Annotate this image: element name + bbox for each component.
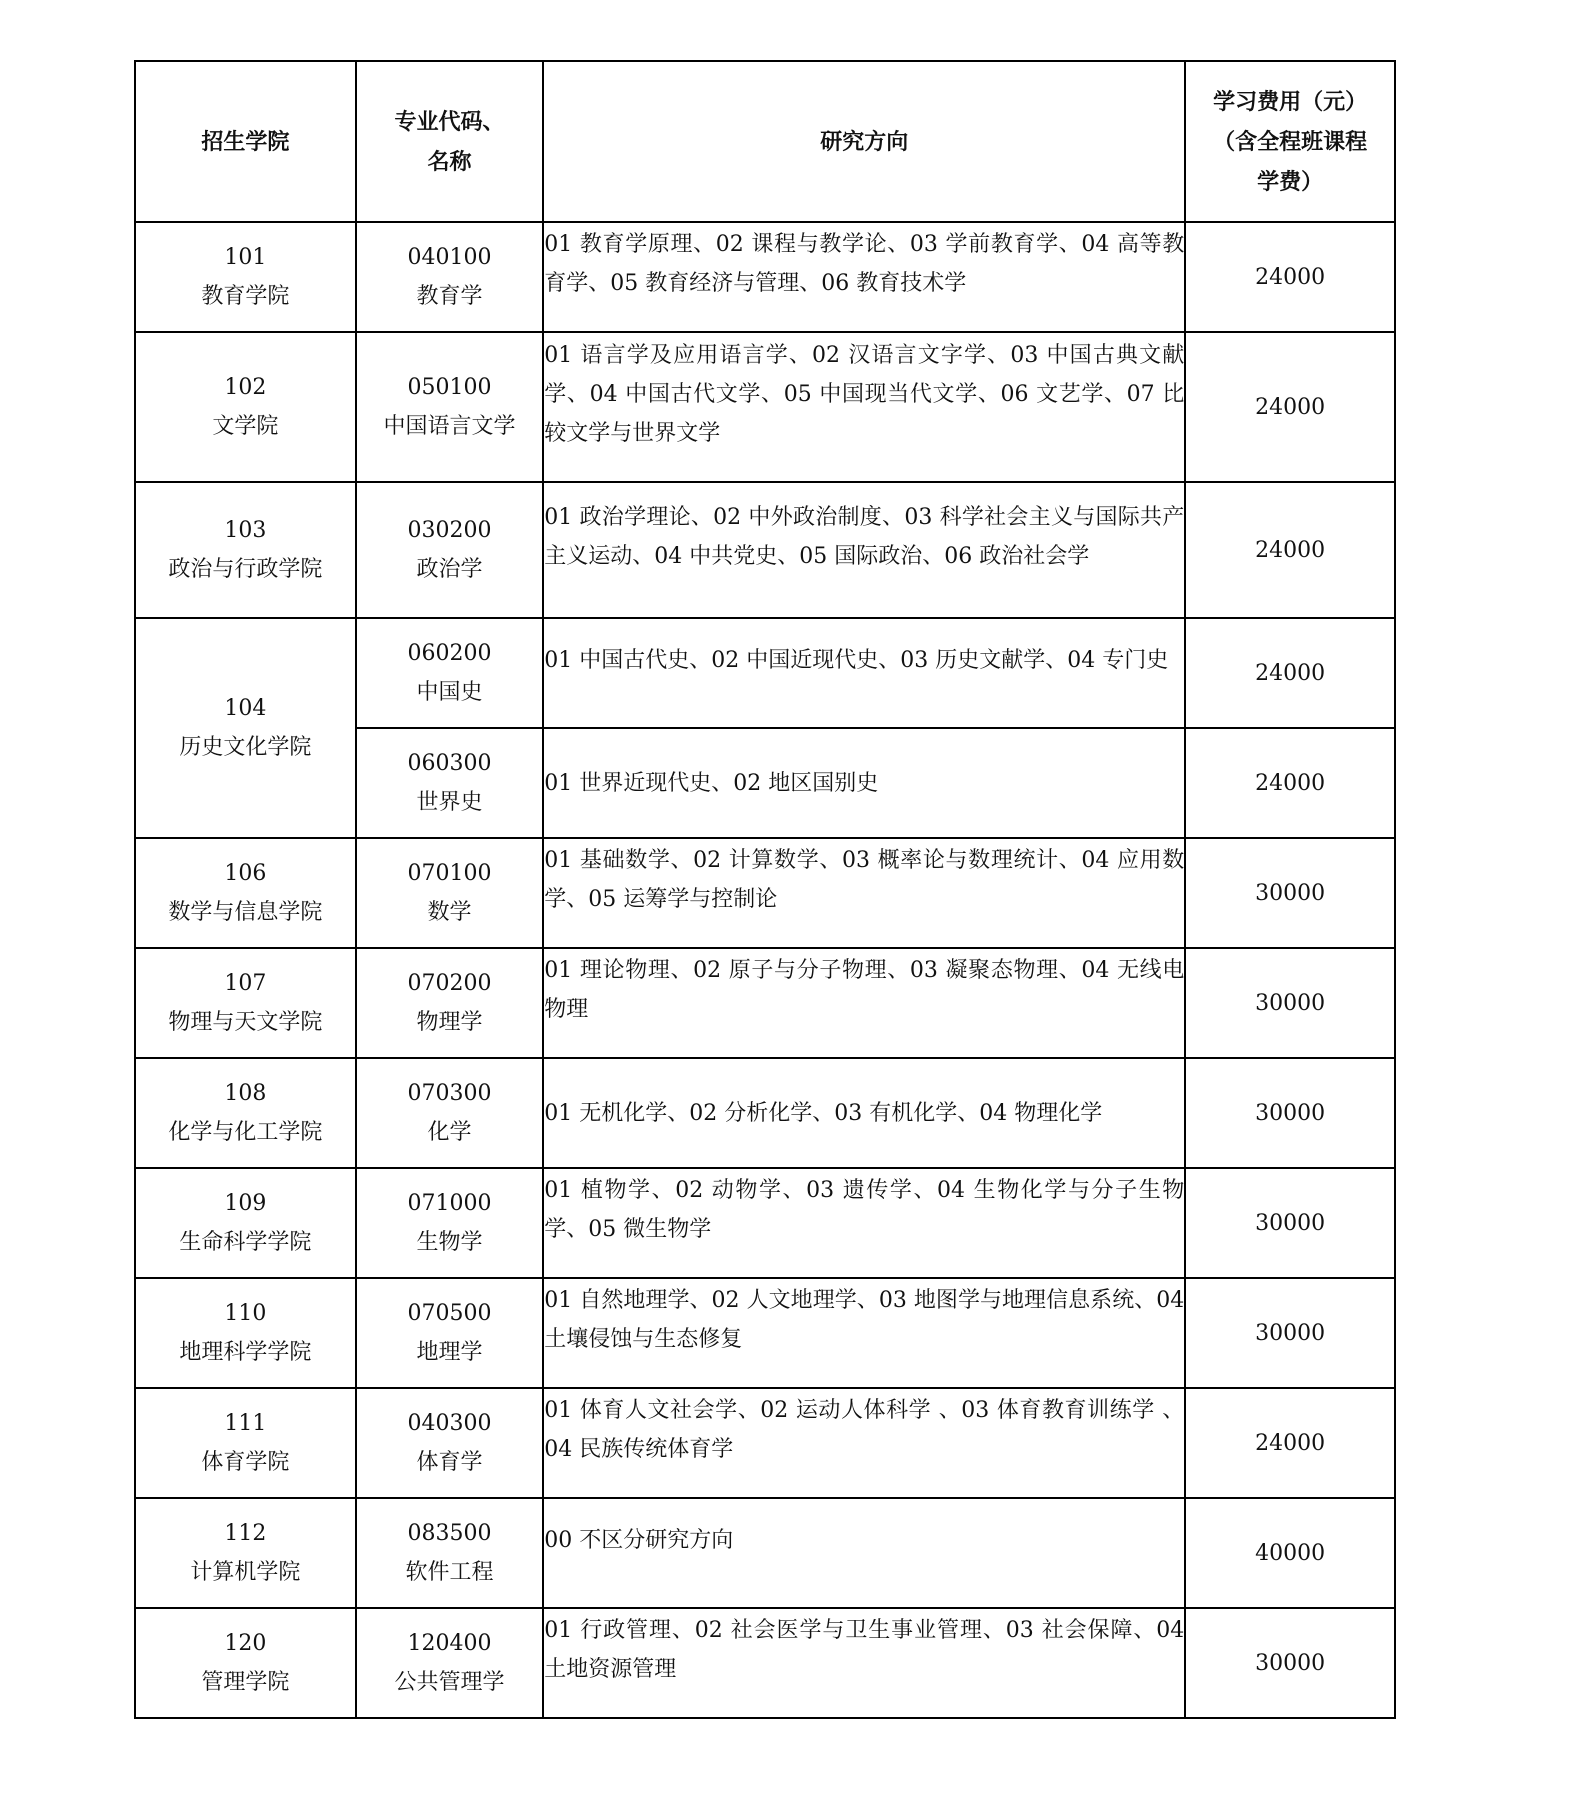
- fee-cell: 24000: [1185, 482, 1395, 618]
- college-cell: 104 历史文化学院: [135, 618, 356, 838]
- college-cell: 110 地理科学学院: [135, 1278, 356, 1388]
- direction-cell: 01 基础数学、02 计算数学、03 概率论与数理统计、04 应用数学、05 运筹学与控制论: [543, 838, 1185, 948]
- table-row: [135, 1168, 1395, 1278]
- college-cell: 108 化学与化工学院: [135, 1058, 356, 1168]
- table-row: [135, 332, 1395, 482]
- major-cell: 030200 政治学: [356, 482, 544, 618]
- college-cell: 102 文学院: [135, 332, 356, 482]
- table-row: [135, 1388, 1395, 1498]
- fee-cell: 24000: [1185, 1388, 1395, 1498]
- fee-cell: 30000: [1185, 1278, 1395, 1388]
- direction-cell: 01 体育人文社会学、02 运动人体科学 、03 体育教育训练学 、04 民族传统体育学: [543, 1388, 1185, 1498]
- major-cell: 120400 公共管理学: [356, 1608, 544, 1718]
- major-cell: 040100 教育学: [356, 222, 544, 332]
- fee-cell: 24000: [1185, 222, 1395, 332]
- college-cell: 101 教育学院: [135, 222, 356, 332]
- fee-cell: 30000: [1185, 1058, 1395, 1168]
- direction-cell: 00 不区分研究方向: [543, 1498, 1185, 1608]
- table-row: [135, 222, 1395, 332]
- fee-cell: 30000: [1185, 838, 1395, 948]
- table-row: [135, 1608, 1395, 1718]
- direction-cell: 01 语言学及应用语言学、02 汉语言文字学、03 中国古典文献学、04 中国古代文学、05 中国现当代文学、06 文艺学、07 比较文学与世界文学: [543, 332, 1185, 482]
- direction-cell: 01 自然地理学、02 人文地理学、03 地图学与地理信息系统、04 土壤侵蚀与生态修复: [543, 1278, 1185, 1388]
- header-major: 专业代码、 名称: [356, 61, 544, 222]
- major-cell: 070200 物理学: [356, 948, 544, 1058]
- table-row: [135, 948, 1395, 1058]
- major-cell: 050100 中国语言文学: [356, 332, 544, 482]
- table-row: [135, 618, 1395, 728]
- college-cell: 106 数学与信息学院: [135, 838, 356, 948]
- major-cell: 040300 体育学: [356, 1388, 544, 1498]
- direction-cell: 01 教育学原理、02 课程与教学论、03 学前教育学、04 高等教育学、05 教育经济与管理、06 教育技术学: [543, 222, 1185, 332]
- direction-cell: 01 无机化学、02 分析化学、03 有机化学、04 物理化学: [543, 1058, 1185, 1168]
- major-cell: 060300 世界史: [356, 728, 544, 838]
- fee-cell: 30000: [1185, 948, 1395, 1058]
- header-college: 招生学院: [135, 61, 356, 222]
- header-row: [135, 61, 1395, 222]
- college-cell: 120 管理学院: [135, 1608, 356, 1718]
- table-row: [135, 482, 1395, 618]
- direction-cell: 01 理论物理、02 原子与分子物理、03 凝聚态物理、04 无线电物理: [543, 948, 1185, 1058]
- fee-cell: 30000: [1185, 1608, 1395, 1718]
- direction-cell: 01 世界近现代史、02 地区国别史: [543, 728, 1185, 838]
- major-cell: 060200 中国史: [356, 618, 544, 728]
- direction-cell: 01 政治学理论、02 中外政治制度、03 科学社会主义与国际共产主义运动、04 中共党史、05 国际政治、06 政治社会学: [543, 482, 1185, 618]
- table-row: [135, 838, 1395, 948]
- fee-cell: 40000: [1185, 1498, 1395, 1608]
- direction-cell: 01 中国古代史、02 中国近现代史、03 历史文献学、04 专门史: [543, 618, 1185, 728]
- major-cell: 083500 软件工程: [356, 1498, 544, 1608]
- header-direction: 研究方向: [543, 61, 1185, 222]
- major-cell: 070300 化学: [356, 1058, 544, 1168]
- major-cell: 071000 生物学: [356, 1168, 544, 1278]
- table-row: [135, 1058, 1395, 1168]
- direction-cell: 01 植物学、02 动物学、03 遗传学、04 生物化学与分子生物学、05 微生物学: [543, 1168, 1185, 1278]
- college-cell: 103 政治与行政学院: [135, 482, 356, 618]
- admissions-table: [134, 60, 1396, 1719]
- college-cell: 111 体育学院: [135, 1388, 356, 1498]
- direction-cell: 01 行政管理、02 社会医学与卫生事业管理、03 社会保障、04 土地资源管理: [543, 1608, 1185, 1718]
- fee-cell: 24000: [1185, 618, 1395, 728]
- college-cell: 107 物理与天文学院: [135, 948, 356, 1058]
- header-fee: 学习费用（元） （含全程班课程 学费）: [1185, 61, 1395, 222]
- fee-cell: 24000: [1185, 728, 1395, 838]
- table-row: [135, 1498, 1395, 1608]
- major-cell: 070100 数学: [356, 838, 544, 948]
- college-cell: 112 计算机学院: [135, 1498, 356, 1608]
- fee-cell: 30000: [1185, 1168, 1395, 1278]
- table-row: [135, 1278, 1395, 1388]
- college-cell: 109 生命科学学院: [135, 1168, 356, 1278]
- fee-cell: 24000: [1185, 332, 1395, 482]
- major-cell: 070500 地理学: [356, 1278, 544, 1388]
